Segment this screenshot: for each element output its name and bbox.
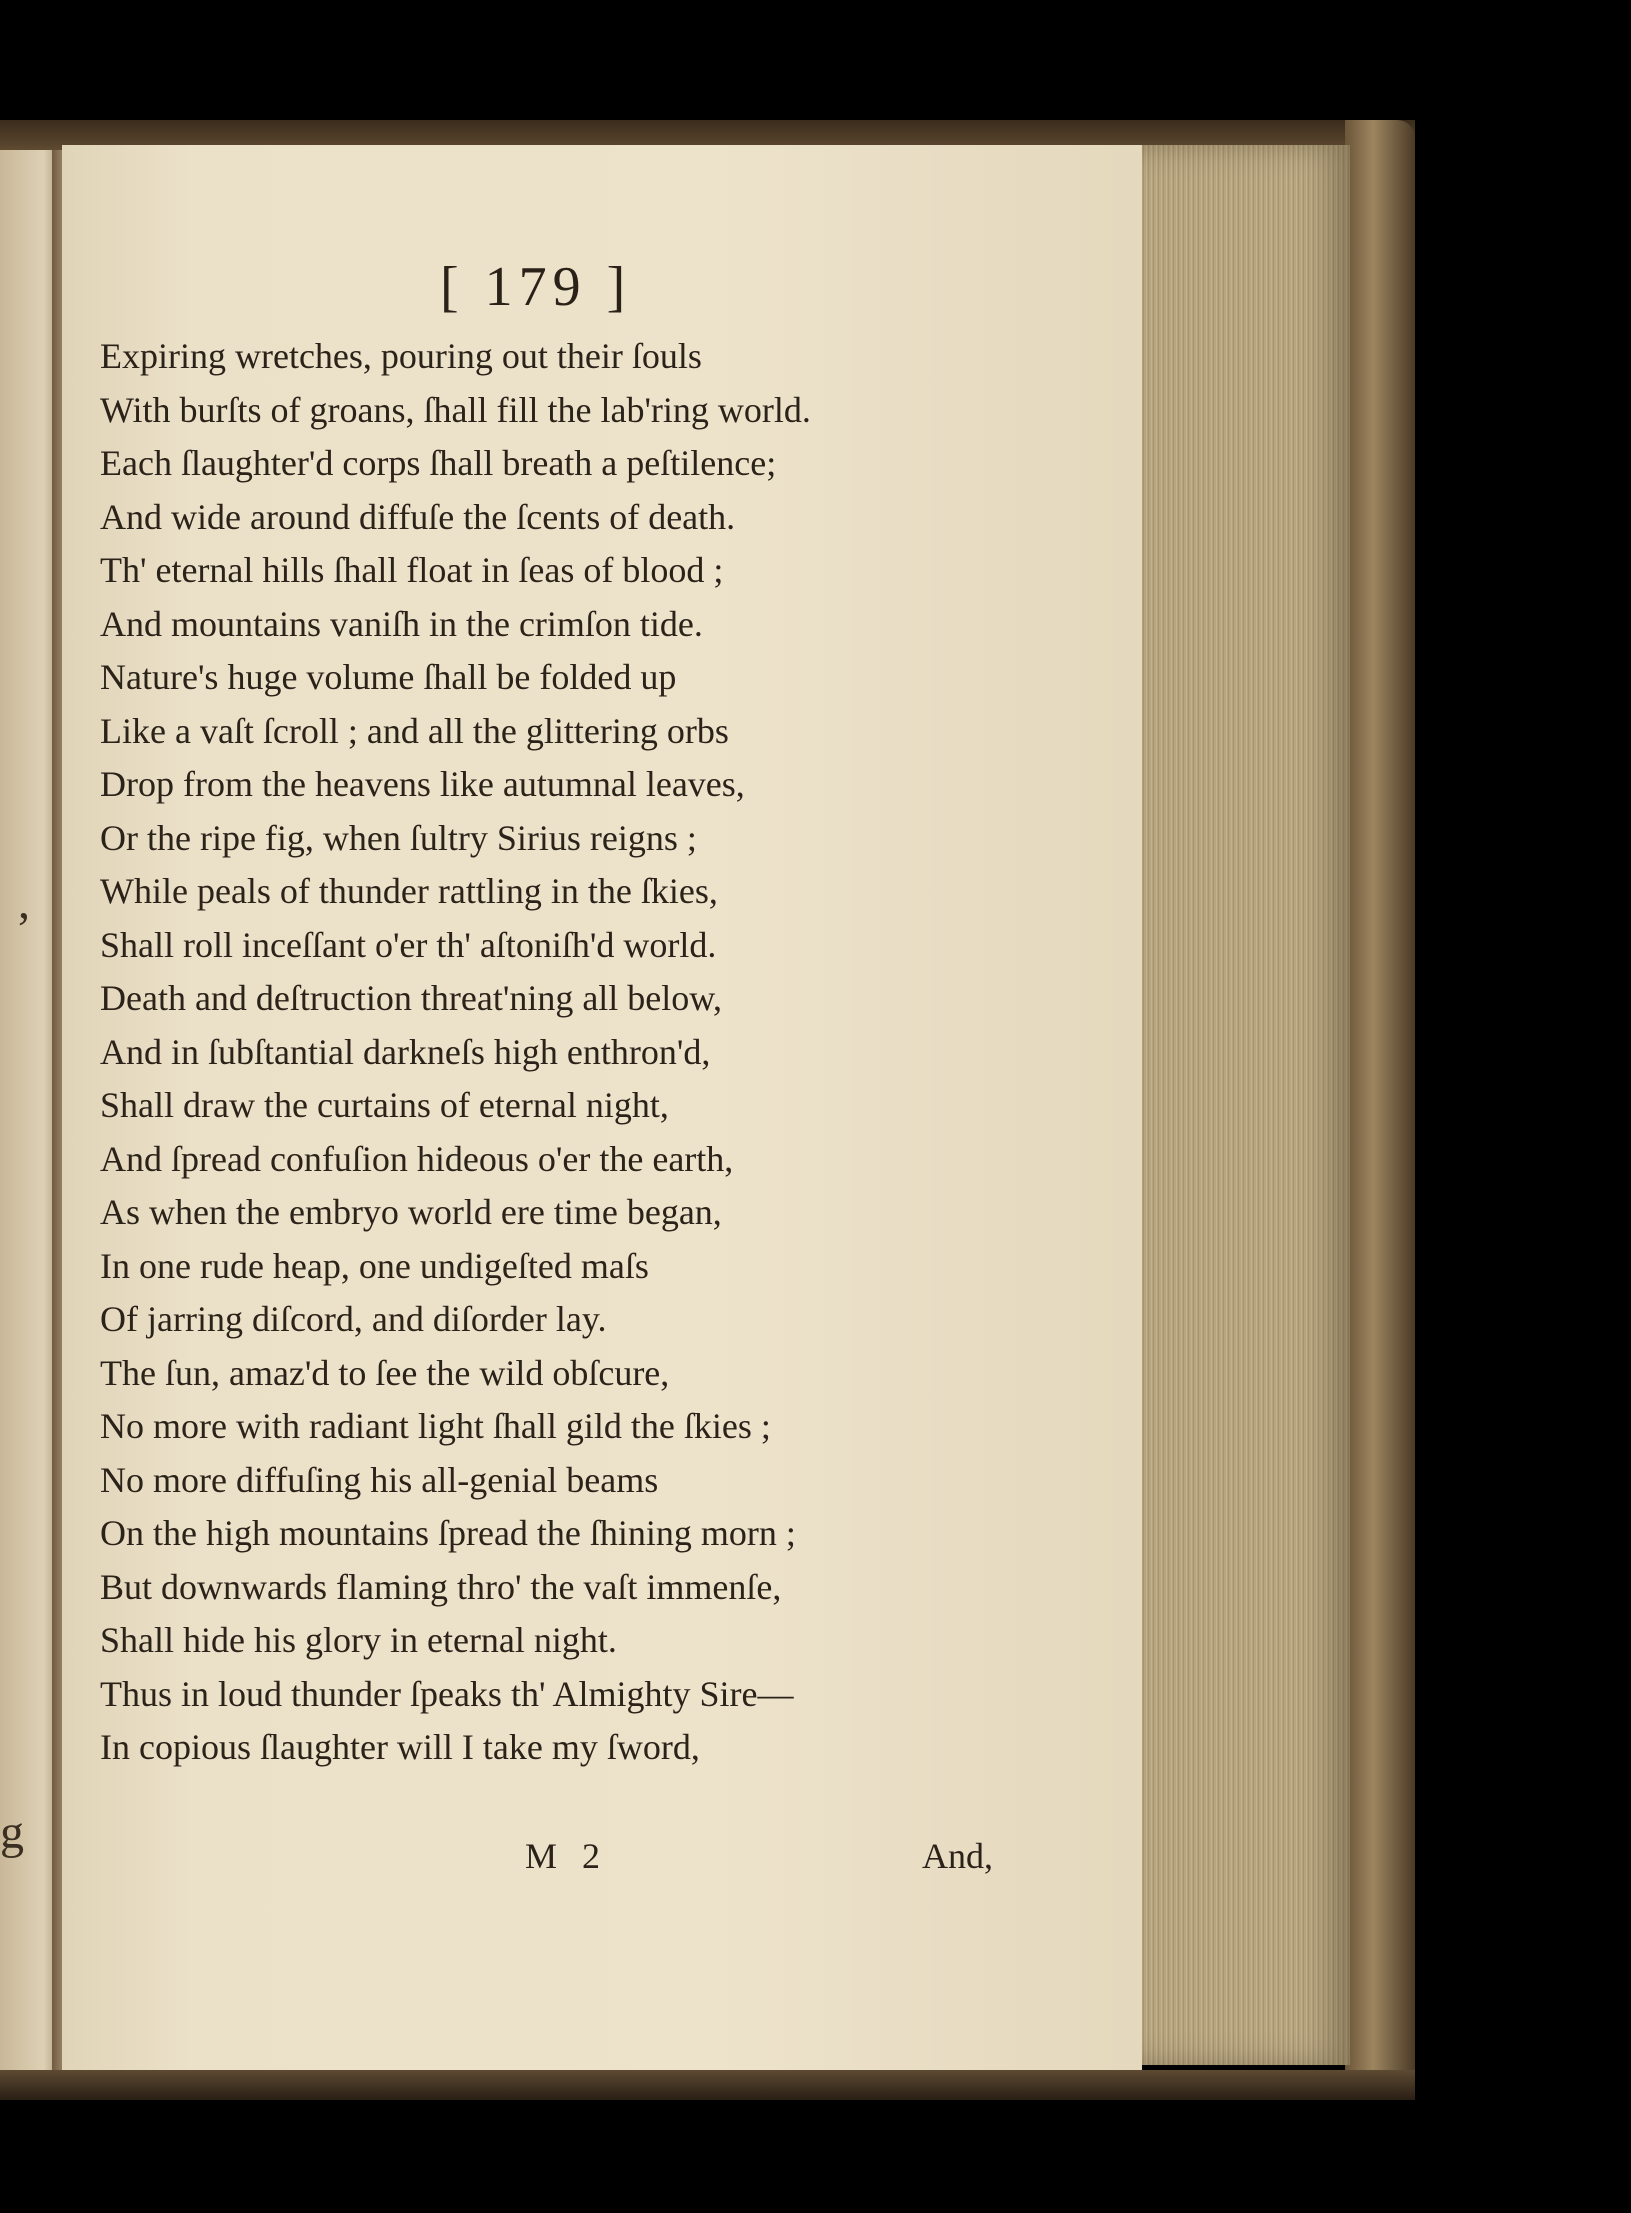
- book-cover-spine-edge: [1345, 120, 1415, 2100]
- poem-line: Each ſlaughter'd corps ſhall breath a peſtilence;: [100, 443, 777, 483]
- catchword: And,: [922, 1836, 993, 1876]
- poem-line: And wide around diffuſe the ſcents of death.: [100, 496, 736, 537]
- poem-line: Expiring wretches, pouring out their ſouls: [100, 336, 702, 376]
- poem-text: [100, 330, 1100, 1775]
- poem-line: And ſpread confuſion hideous o'er the earth,: [100, 1138, 734, 1179]
- poem-line: On the high mountains ſpread the ſhining morn ;: [100, 1513, 796, 1553]
- poem-line: Shall hide his glory in eternal night.: [100, 1620, 617, 1660]
- poem-line: Shall roll inceſſant o'er th' aſtoniſh'd world.: [100, 924, 717, 965]
- poem-line: Shall draw the curtains of eternal night,: [100, 1085, 669, 1125]
- facing-page-mark: ,: [18, 876, 30, 929]
- poem-line: And mountains vaniſh in the crimſon tide.: [100, 603, 703, 644]
- poem-line: With burſts of groans, ſhall fill the lab'ring world.: [100, 389, 811, 430]
- facing-page-mark: g: [0, 1806, 24, 1859]
- poem-line: And in ſubſtantial darkneſs high enthron'd,: [100, 1031, 711, 1072]
- poem-line: Drop from the heavens like autumnal leaves,: [100, 764, 745, 804]
- poem-line: In one rude heap, one undigeſted maſs: [100, 1245, 649, 1286]
- poem-line: But downwards flaming thro' the vaſt immenſe,: [100, 1566, 782, 1607]
- poem-line: Or the ripe fig, when ſultry Sirius reigns ;: [100, 817, 697, 858]
- poem-line: The ſun, amaz'd to ſee the wild obſcure,: [100, 1352, 670, 1393]
- signature-mark: M 2: [525, 1836, 609, 1876]
- poem-line: While peals of thunder rattling in the ſkies,: [100, 871, 718, 911]
- poem-line: No more diffuſing his all-genial beams: [100, 1459, 659, 1500]
- book-cover-bottom: [0, 2070, 1415, 2100]
- poem-line: Nature's huge volume ſhall be folded up: [100, 657, 677, 697]
- poem-line: No more with radiant light ſhall gild the ſkies ;: [100, 1406, 771, 1446]
- poem-line: Of jarring diſcord, and diſorder lay.: [100, 1299, 607, 1339]
- page-block-edges: [1135, 145, 1350, 2065]
- poem-line: Th' eternal hills ſhall float in ſeas of blood ;: [100, 550, 724, 590]
- poem-line: As when the embryo world ere time began,: [100, 1192, 722, 1232]
- page-number: [ 179 ]: [440, 256, 632, 318]
- poem-line: Thus in loud thunder ſpeaks th' Almighty Sire—: [100, 1673, 794, 1714]
- poem-line: Death and deſtruction threat'ning all below,: [100, 978, 722, 1018]
- poem-line: In copious ſlaughter will I take my ſword,: [100, 1727, 700, 1767]
- poem-line: Like a vaſt ſcroll ; and all the glittering orbs: [100, 710, 729, 751]
